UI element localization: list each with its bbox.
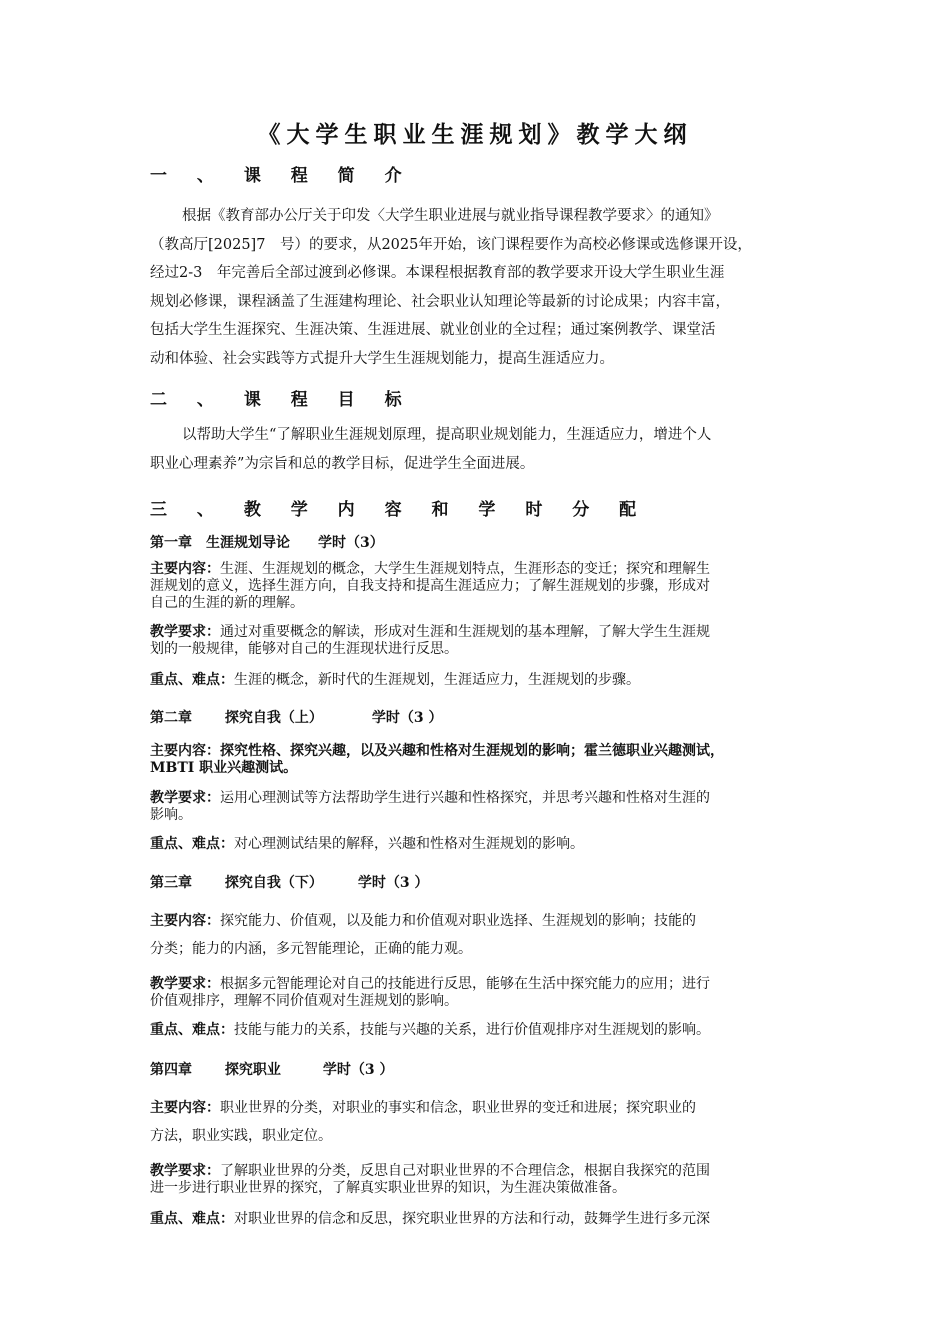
intro-paragraph xyxy=(150,202,806,373)
requirements-label: 教学要求： xyxy=(150,624,220,640)
chapter-4-key-points xyxy=(150,1211,810,1228)
chapter-3-key-points xyxy=(150,1022,810,1039)
text-line: 职业世界的分类，对职业的事实和信念，职业世界的变迁和进展；探究职业的 xyxy=(220,1100,696,1116)
chapter-2-main-content xyxy=(150,743,810,777)
text-line: 了解职业世界的分类，反思自己对职业世界的不合理信念，根据自我探究的范围 xyxy=(220,1163,710,1179)
text-line: 自己的生涯的新的理解。 xyxy=(150,595,304,611)
text-line: 通过对重要概念的解读，形成对生涯和生涯规划的基本理解，了解大学生生涯规 xyxy=(220,624,710,640)
key-points-label: 重点、难点： xyxy=(150,1211,234,1227)
text-line: 动和体验、社会实践等方式提升大学生生涯规划能力，提高生涯适应力。 xyxy=(150,350,614,367)
requirements-label: 教学要求： xyxy=(150,1163,220,1179)
text-line: 影响。 xyxy=(150,807,192,823)
chapter-2-key-points xyxy=(150,836,810,853)
section-heading-content: 三 、 教 学 内 容 和 学 时 分 配 xyxy=(150,500,649,520)
chapter-1-requirements xyxy=(150,624,810,658)
text-line: 分类；能力的内涵，多元智能理论，正确的能力观。 xyxy=(150,941,472,957)
main-content-label: 主要内容： xyxy=(150,913,220,929)
chapter-4-title: 第四章 探究职业 学时（3 ） xyxy=(150,1062,394,1078)
chapter-1-title: 第一章 生涯规划导论 学时（3） xyxy=(150,535,384,551)
main-content-label: 主要内容： xyxy=(150,1100,220,1116)
text-line: 生涯、生涯规划的概念，大学生生涯规划特点，生涯形态的变迁；探究和理解生 xyxy=(220,561,710,577)
chapter-1-main-content xyxy=(150,561,810,612)
main-content-label: 主要内容： xyxy=(150,561,220,577)
key-points-label: 重点、难点： xyxy=(150,836,234,852)
text-line: 根据多元智能理论对自己的技能进行反思，能够在生活中探究能力的应用；进行 xyxy=(220,976,710,992)
text-line: 划的一般规律，能够对自己的生涯现状进行反思。 xyxy=(150,641,458,657)
text-line: （教高厅[2025]7 号）的要求，从2025年开始，该门课程要作为高校必修课或选修课开设， xyxy=(150,236,752,253)
chapter-2-title: 第二章 探究自我（上） 学时（3 ） xyxy=(150,710,443,726)
text-line: 探究能力、价值观，以及能力和价值观对职业选择、生涯规划的影响；技能的 xyxy=(220,913,696,929)
section-heading-goals: 二 、 课 程 目 标 xyxy=(150,390,414,410)
text-line: 对职业世界的信念和反思，探究职业世界的方法和行动，鼓舞学生进行多元深 xyxy=(234,1211,710,1227)
text-line: 根据《教育部办公厅关于印发〈大学生职业进展与就业指导课程教学要求〉的通知》 xyxy=(182,208,719,224)
text-line: MBTI 职业兴趣测试。 xyxy=(150,760,298,776)
key-points-label: 重点、难点： xyxy=(150,1022,234,1038)
text-line: 探究性格、探究兴趣，以及兴趣和性格对生涯规划的影响；霍兰德职业兴趣测试， xyxy=(220,743,724,759)
text-line: 经过2-3 年完善后全部过渡到必修课。本课程根据教育部的教学要求开设大学生职业生涯 xyxy=(150,265,725,281)
requirements-label: 教学要求： xyxy=(150,976,220,992)
chapter-2-requirements xyxy=(150,790,810,824)
text-line: 规划必修课，课程涵盖了生涯建构理论、社会职业认知理论等最新的讨论成果；内容丰富， xyxy=(150,293,730,310)
text-line: 方法，职业实践，职业定位。 xyxy=(150,1128,332,1144)
chapter-3-requirements xyxy=(150,976,810,1010)
text-line: 包括大学生生涯探究、生涯决策、生涯进展、就业创业的全过程；通过案例教学、课堂活 xyxy=(150,322,716,338)
key-points-label: 重点、难点： xyxy=(150,672,234,688)
text-line: 对心理测试结果的解释，兴趣和性格对生涯规划的影响。 xyxy=(234,836,584,852)
chapter-3-main-content xyxy=(150,907,810,963)
chapter-4-main-content xyxy=(150,1094,810,1150)
text-line: 价值观排序，理解不同价值观对生涯规划的影响。 xyxy=(150,993,458,1009)
text-line: 涯规划的意义，选择生涯方向，自我支持和提高生涯适应力；了解生涯规划的步骤，形成对 xyxy=(150,578,710,594)
text-line: 生涯的概念，新时代的生涯规划，生涯适应力，生涯规划的步骤。 xyxy=(234,672,640,688)
text-line: 技能与能力的关系，技能与兴趣的关系，进行价值观排序对生涯规划的影响。 xyxy=(234,1022,710,1038)
text-line: 以帮助大学生“了解职业生涯规划原理，提高职业规划能力，生涯适应力，增进个人 xyxy=(182,427,712,443)
requirements-label: 教学要求： xyxy=(150,790,220,806)
goals-paragraph xyxy=(150,421,806,478)
chapter-1-key-points xyxy=(150,672,810,689)
text-line: 运用心理测试等方法帮助学生进行兴趣和性格探究，并思考兴趣和性格对生涯的 xyxy=(220,790,710,806)
main-content-label: 主要内容： xyxy=(150,743,220,759)
text-line: 职业心理素养”为宗旨和总的教学目标，促进学生全面进展。 xyxy=(150,455,535,472)
chapter-3-title: 第三章 探究自我（下） 学时（3 ） xyxy=(150,875,429,891)
text-line: 进一步进行职业世界的探究，了解真实职业世界的知识，为生涯决策做准备。 xyxy=(150,1180,626,1196)
chapter-4-requirements xyxy=(150,1163,810,1197)
section-heading-intro: 一 、 课 程 简 介 xyxy=(150,166,414,186)
document-title: 《大学生职业生涯规划》教学大纲 xyxy=(257,121,693,148)
